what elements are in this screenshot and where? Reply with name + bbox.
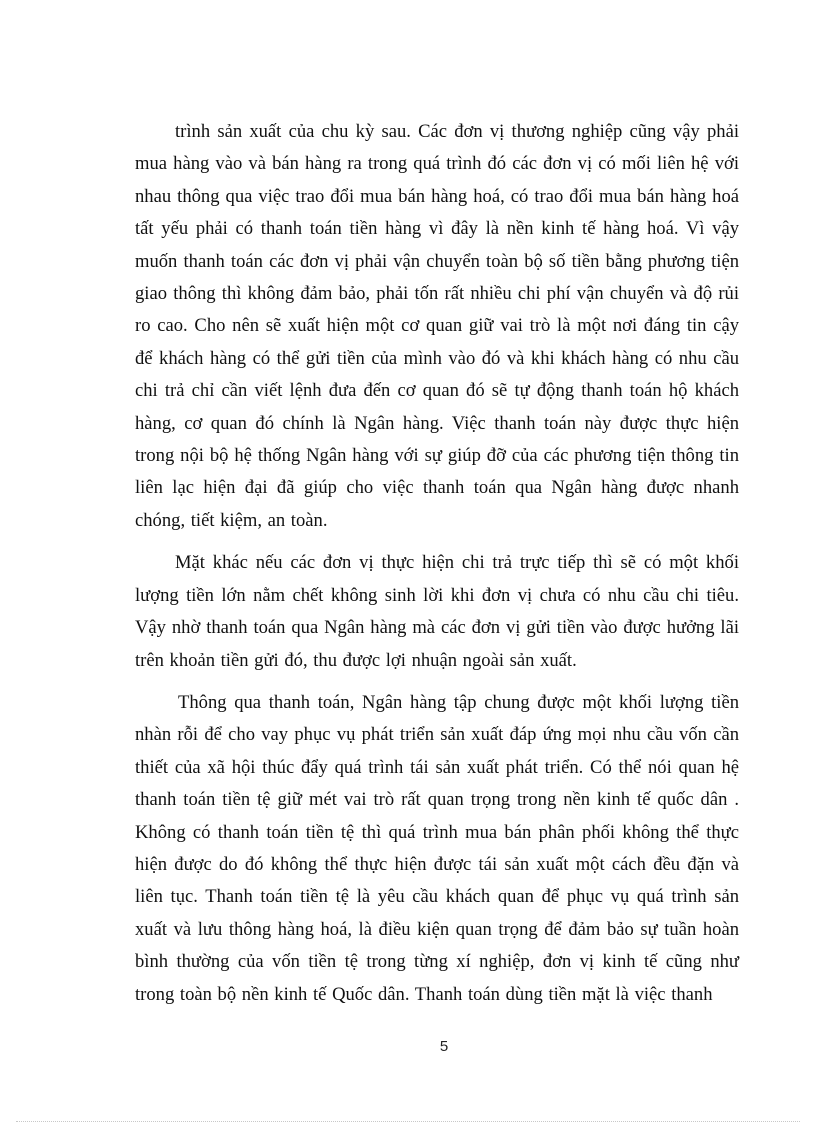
paragraph-direct-payment: Mặt khác nếu các đơn vị thực hiện chi trả trực tiếp thì sẽ có một khối lượng tiền lớn nằm chết không sinh lời khi đơn vị chưa có nhu cầu chi tiêu. Vậy nhờ thanh toán qua Ngân hàng mà các đơn vị gửi tiền vào được hưởng lãi trên khoản tiền gửi đó, thu được lợi nhuận ngoài sản xuất. [135,552,739,671]
paragraph-monetary-settlement: Thông qua thanh toán, Ngân hàng tập chung được một khối lượng tiền nhàn rỗi để cho vay phục vụ phát triển sản xuất đáp ứng mọi nhu cầu vốn cần thiết của xã hội thúc đẩy quá trình tái sản xuất phát triển. Có thể nói quan hệ thanh toán tiền tệ giữ mét vai trò rất quan trọng trong nền kinh tế quốc dân . Không có thanh toán tiền tệ thì quá trình mua bán phân phối không thể thực hiện được do đó không thể thực hiện được tái sản xuất một cách đều đặn và liên tục. Thanh toán tiền tệ là yêu cầu khách quan để phục vụ quá trình sản xuất và lưu thông hàng hoá, là điều kiện quan trọng để đảm bảo sự tuần hoàn bình thường của vốn tiền tệ trong từng xí nghiệp, đơn vị kinh tế cũng như trong toàn bộ nền kinh tế Quốc dân. Thanh toán dùng tiền mặt là việc thanh [135,691,739,1005]
page-number: 5 [439,1038,449,1055]
page-bottom-border [16,1121,800,1122]
page-body [135,116,739,1021]
paragraph-bank-payment-role: trình sản xuất của chu kỳ sau. Các đơn vị thương nghiệp cũng vậy phải mua hàng vào và bán hàng ra trong quá trình đó các đơn vị có mối liên hệ với nhau thông qua việc trao đổi mua bán hàng hoá, có trao đổi mua bán hàng hoá tất yếu phải có thanh toán tiền hàng vì đây là nền kinh tế hàng hoá. Vì vậy muốn thanh toán các đơn vị phải vận chuyển toàn bộ số tiền bằng phương tiện giao thông thì không đảm bảo, phải tốn rất nhiều chi phí vận chuyển và độ rủi ro cao. Cho nên sẽ xuất hiện một cơ quan giữ vai trò là một nơi đáng tin cậy để khách hàng có thể gửi tiền của mình vào đó và khi khách hàng có nhu cầu chi trả chỉ cần viết lệnh đưa đến cơ quan đó sẽ tự động thanh toán hộ khách hàng, cơ quan đó chính là Ngân hàng. Việc thanh toán này được thực hiện trong nội bộ hệ thống Ngân hàng với sự giúp đỡ của các phương tiện thông tin liên lạc hiện đại đã giúp cho việc thanh toán qua Ngân hàng được nhanh chóng, tiết kiệm, an toàn. [135,121,739,531]
